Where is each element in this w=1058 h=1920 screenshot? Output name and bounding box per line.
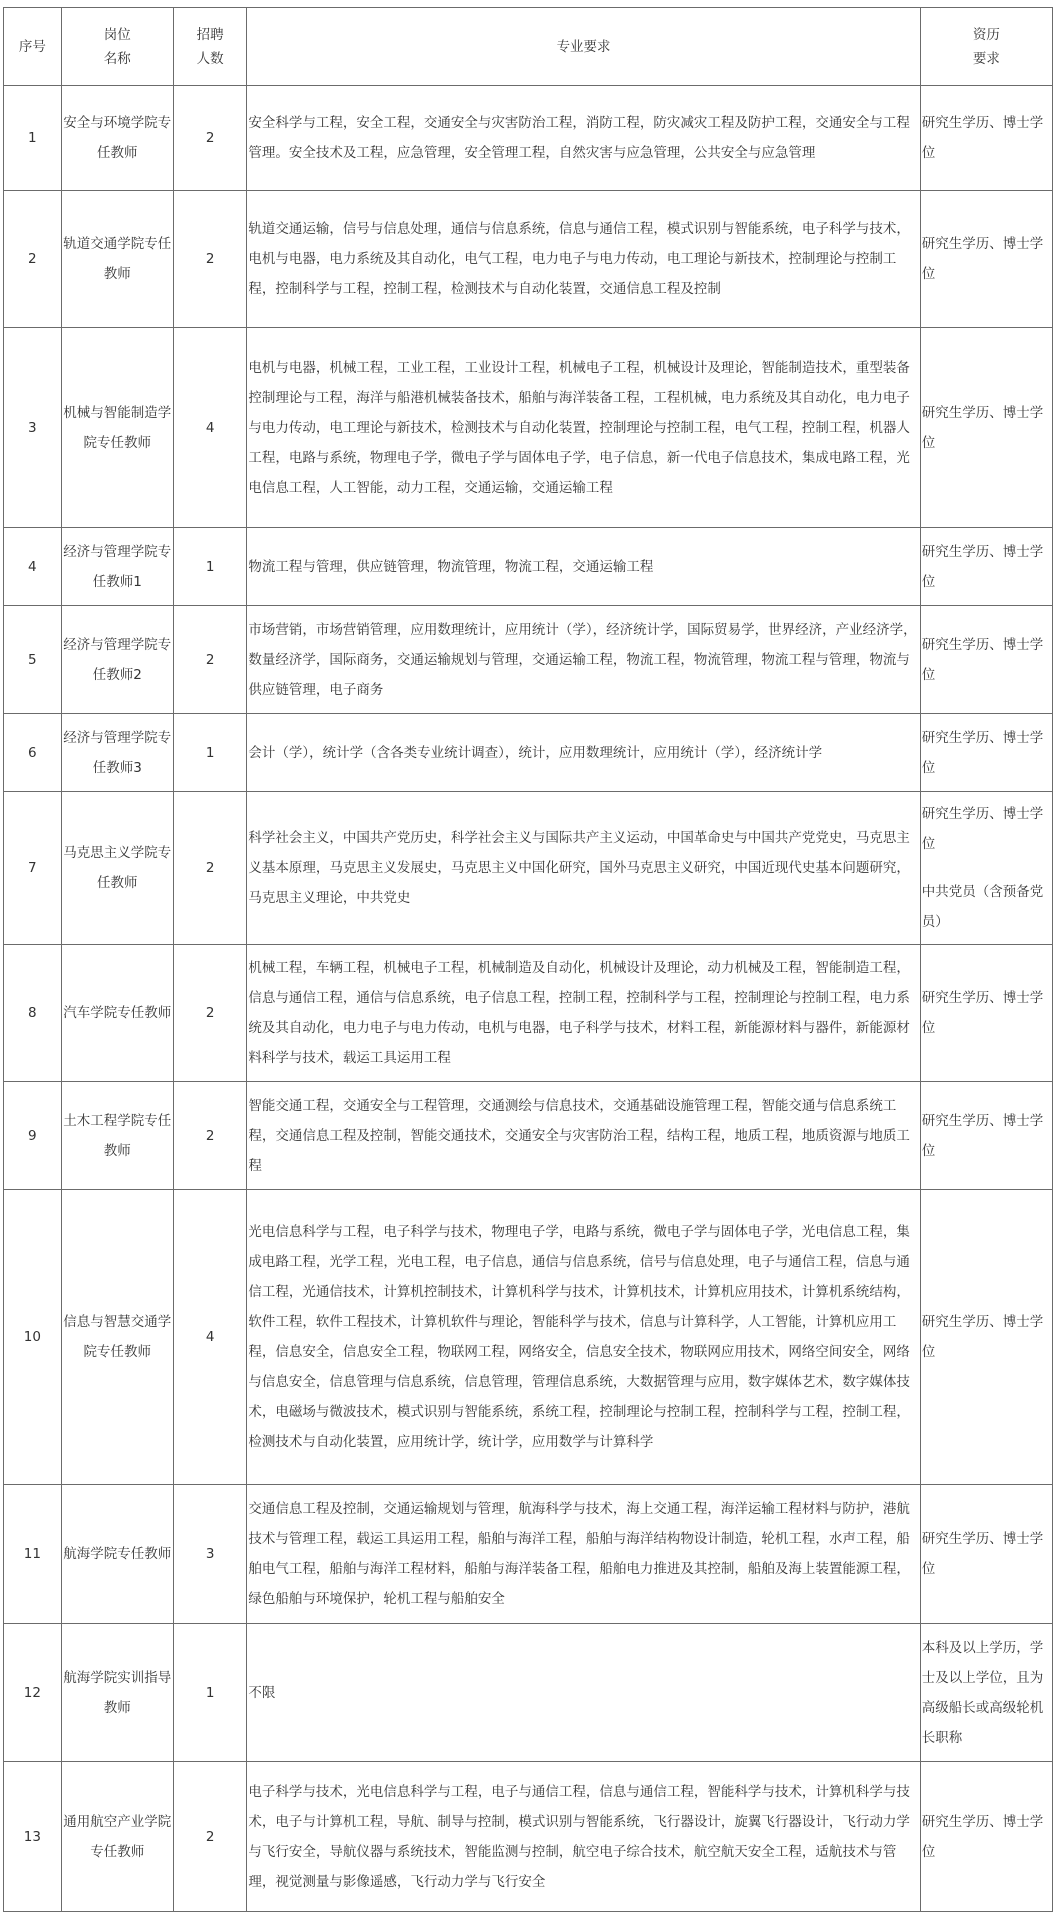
row-index: 3 — [4, 328, 62, 528]
major-requirements: 不限 — [247, 1624, 920, 1762]
row-index: 2 — [4, 191, 62, 328]
row-index: 11 — [4, 1485, 62, 1624]
qualification: 研究生学历、博士学位 — [920, 1082, 1052, 1190]
qualification: 本科及以上学历，学士及以上学位，且为高级船长或高级轮机长职称 — [920, 1624, 1052, 1762]
position-name: 经济与管理学院专任教师2 — [61, 606, 173, 714]
header-qualification: 资历 要求 — [920, 8, 1052, 86]
hire-count: 2 — [173, 1762, 246, 1912]
row-index: 13 — [4, 1762, 62, 1912]
qualification: 研究生学历、博士学位 — [920, 714, 1052, 792]
qualification: 研究生学历、博士学位 — [920, 945, 1052, 1082]
position-name: 马克思主义学院专任教师 — [61, 792, 173, 945]
row-index: 10 — [4, 1190, 62, 1485]
major-requirements: 轨道交通运输，信号与信息处理，通信与信息系统，信息与通信工程，模式识别与智能系统，电子科学与技术，电机与电器，电力系统及其自动化，电气工程，电力电子与电力传动，电工理论与新技术，控制理论与控制工程，控制科学与工程，控制工程，检测技术与自动化装置，交通信息工程及控制 — [247, 191, 920, 328]
table-row — [4, 792, 1053, 945]
position-name: 土木工程学院专任教师 — [61, 1082, 173, 1190]
table-row — [4, 1190, 1053, 1485]
position-name: 经济与管理学院专任教师3 — [61, 714, 173, 792]
major-requirements: 机械工程，车辆工程，机械电子工程，机械制造及自动化，机械设计及理论，动力机械及工程，智能制造工程，信息与通信工程，通信与信息系统，电子信息工程，控制工程，控制科学与工程，控制理论与控制工程，电力系统及其自动化，电力电子与电力传动，电机与电器，电子科学与技术，材料工程，新能源材料与器件，新能源材料科学与技术，载运工具运用工程 — [247, 945, 920, 1082]
hire-count: 1 — [173, 1624, 246, 1762]
major-requirements: 电子科学与技术，光电信息科学与工程，电子与通信工程，信息与通信工程，智能科学与技术，计算机科学与技术，电子与计算机工程，导航、制导与控制，模式识别与智能系统，飞行器设计，旋翼飞行器设计，飞行动力学与飞行安全，导航仪器与系统技术，智能监测与控制，航空电子综合技术，航空航天安全工程，适航技术与管理，视觉测量与影像遥感，飞行动力学与飞行安全 — [247, 1762, 920, 1912]
table-row — [4, 714, 1053, 792]
qualification: 研究生学历、博士学位 — [920, 1190, 1052, 1485]
header-position: 岗位 名称 — [61, 8, 173, 86]
position-name: 轨道交通学院专任教师 — [61, 191, 173, 328]
major-requirements: 交通信息工程及控制，交通运输规划与管理，航海科学与技术，海上交通工程，海洋运输工程材料与防护，港航技术与管理工程，载运工具运用工程，船舶与海洋工程，船舶与海洋结构物设计制造，轮机工程，水声工程，船舶电气工程，船舶与海洋工程材料，船舶与海洋装备工程，船舶电力推进及其控制，船舶及海上装置能源工程，绿色船舶与环境保护，轮机工程与船舶安全 — [247, 1485, 920, 1624]
hire-count: 2 — [173, 792, 246, 945]
qualification: 研究生学历、博士学位 — [920, 191, 1052, 328]
header-count: 招聘 人数 — [173, 8, 246, 86]
header-index: 序号 — [4, 8, 62, 86]
position-name: 经济与管理学院专任教师1 — [61, 528, 173, 606]
hire-count: 4 — [173, 1190, 246, 1485]
qualification: 研究生学历、博士学位 — [920, 1762, 1052, 1912]
major-requirements: 物流工程与管理，供应链管理，物流管理，物流工程，交通运输工程 — [247, 528, 920, 606]
major-requirements: 安全科学与工程，安全工程，交通安全与灾害防治工程，消防工程，防灾减灾工程及防护工程，交通安全与工程管理。安全技术及工程，应急管理，安全管理工程，自然灾害与应急管理，公共安全与应急管理 — [247, 86, 920, 191]
header-major: 专业要求 — [247, 8, 920, 86]
position-name: 信息与智慧交通学院专任教师 — [61, 1190, 173, 1485]
position-name: 汽车学院专任教师 — [61, 945, 173, 1082]
table-row — [4, 1082, 1053, 1190]
recruitment-table — [3, 7, 1053, 1912]
hire-count: 1 — [173, 528, 246, 606]
table-row — [4, 1624, 1053, 1762]
hire-count: 2 — [173, 86, 246, 191]
position-name: 安全与环境学院专任教师 — [61, 86, 173, 191]
row-index: 7 — [4, 792, 62, 945]
qualification: 研究生学历、博士学位 — [920, 1485, 1052, 1624]
major-requirements: 光电信息科学与工程，电子科学与技术，物理电子学，电路与系统，微电子学与固体电子学，光电信息工程，集成电路工程，光学工程，光电工程，电子信息，通信与信息系统，信号与信息处理，电子与通信工程，信息与通信工程，光通信技术，计算机控制技术，计算机科学与技术，计算机技术，计算机应用技术，计算机系统结构，软件工程，软件工程技术，计算机软件与理论，智能科学与技术，信息与计算科学，人工智能，计算机应用工程，信息安全，信息安全工程，物联网工程，网络安全，信息安全技术，物联网应用技术，网络空间安全，网络与信息安全，信息管理与信息系统，信息管理，管理信息系统，大数据管理与应用，数字媒体艺术，数字媒体技术，电磁场与微波技术，模式识别与智能系统，系统工程，控制理论与控制工程，控制科学与工程，控制工程，检测技术与自动化装置，应用统计学，统计学，应用数学与计算科学 — [247, 1190, 920, 1485]
row-index: 4 — [4, 528, 62, 606]
table-row — [4, 328, 1053, 528]
major-requirements: 市场营销，市场营销管理，应用数理统计，应用统计（学），经济统计学，国际贸易学，世界经济，产业经济学，数量经济学，国际商务，交通运输规划与管理，交通运输工程，物流工程，物流管理，物流工程与管理，物流与供应链管理，电子商务 — [247, 606, 920, 714]
major-requirements: 智能交通工程，交通安全与工程管理，交通测绘与信息技术，交通基础设施管理工程，智能交通与信息系统工程，交通信息工程及控制，智能交通技术，交通安全与灾害防治工程，结构工程，地质工程，地质资源与地质工程 — [247, 1082, 920, 1190]
position-name: 航海学院专任教师 — [61, 1485, 173, 1624]
row-index: 9 — [4, 1082, 62, 1190]
qualification: 研究生学历、博士学位 — [920, 528, 1052, 606]
position-name: 航海学院实训指导教师 — [61, 1624, 173, 1762]
major-requirements: 科学社会主义，中国共产党历史，科学社会主义与国际共产主义运动，中国革命史与中国共产党党史，马克思主义基本原理，马克思主义发展史，马克思主义中国化研究，国外马克思主义研究，中国近现代史基本问题研究，马克思主义理论，中共党史 — [247, 792, 920, 945]
table-row — [4, 191, 1053, 328]
table-row — [4, 528, 1053, 606]
row-index: 1 — [4, 86, 62, 191]
qualification: 研究生学历、博士学位 — [920, 328, 1052, 528]
table-row — [4, 1762, 1053, 1912]
qualification: 研究生学历、博士学位 中共党员（含预备党员） — [920, 792, 1052, 945]
table-row — [4, 86, 1053, 191]
qualification: 研究生学历、博士学位 — [920, 606, 1052, 714]
hire-count: 3 — [173, 1485, 246, 1624]
row-index: 12 — [4, 1624, 62, 1762]
hire-count: 1 — [173, 714, 246, 792]
major-requirements: 会计（学），统计学（含各类专业统计调查），统计，应用数理统计，应用统计（学），经济统计学 — [247, 714, 920, 792]
hire-count: 2 — [173, 1082, 246, 1190]
hire-count: 4 — [173, 328, 246, 528]
hire-count: 2 — [173, 945, 246, 1082]
party-requirement: 中共党员（含预备党员） — [921, 884, 1044, 930]
row-index: 8 — [4, 945, 62, 1082]
position-name: 通用航空产业学院专任教师 — [61, 1762, 173, 1912]
table-row — [4, 945, 1053, 1082]
hire-count: 2 — [173, 606, 246, 714]
hire-count: 2 — [173, 191, 246, 328]
table-row — [4, 606, 1053, 714]
major-requirements: 电机与电器，机械工程，工业工程，工业设计工程，机械电子工程，机械设计及理论，智能制造技术，重型装备控制理论与工程，海洋与船港机械装备技术，船舶与海洋装备工程，工程机械，电力系统及其自动化，电力电子与电力传动，电工理论与新技术，检测技术与自动化装置，控制理论与控制工程，电气工程，控制工程，机器人工程，电路与系统，物理电子学，微电子学与固体电子学，电子信息，新一代电子信息技术，集成电路工程，光电信息工程，人工智能，动力工程，交通运输，交通运输工程 — [247, 328, 920, 528]
header-row — [4, 8, 1053, 86]
row-index: 6 — [4, 714, 62, 792]
row-index: 5 — [4, 606, 62, 714]
qualification: 研究生学历、博士学位 — [920, 86, 1052, 191]
position-name: 机械与智能制造学院专任教师 — [61, 328, 173, 528]
table-row — [4, 1485, 1053, 1624]
